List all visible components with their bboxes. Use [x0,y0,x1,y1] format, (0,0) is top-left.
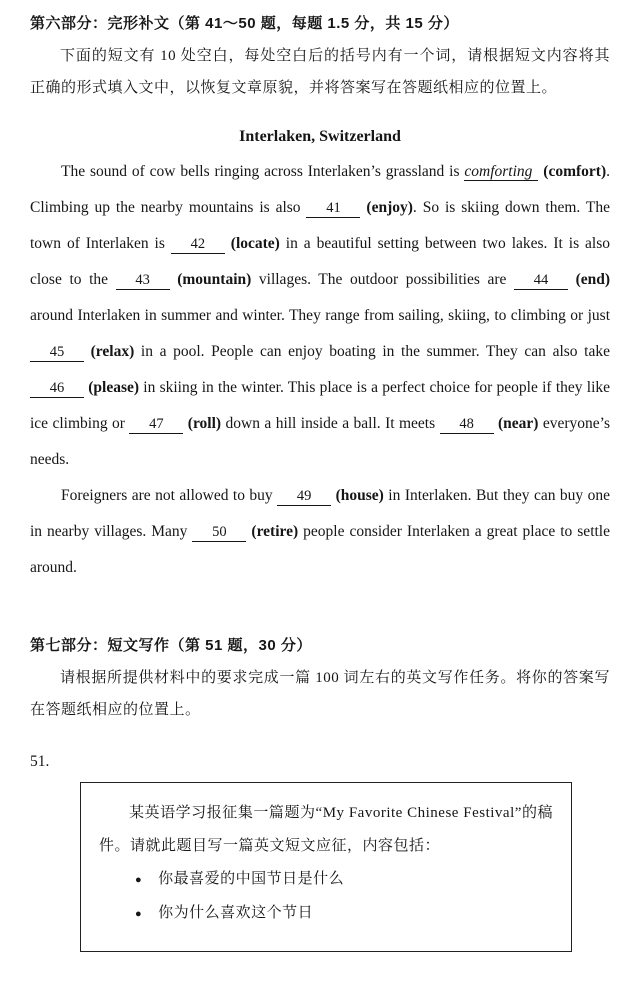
passage-text: in Interlaken. But they can buy one in nearby villages. Many [30,487,611,540]
passage-paragraph [30,154,610,478]
part6-instructions: 下面的短文有 10 处空白，每处空白后的括号内有一个词，请根据短文内容将其正确的形式填入文中，以恢复文章原貌，并将答案写在答题纸相应的位置上。 [30,48,610,96]
passage-text: villages. The outdoor possibilities are [251,271,514,288]
cloze-passage [30,154,610,586]
passage-text: around Interlaken in summer and winter. They range from sailing, skiing, to climbing or just [30,307,610,324]
word-hint: (enjoy) [366,199,413,216]
passage-text: in a beautiful setting between two lakes. It is also close to the [30,235,611,288]
word-hint: (comfort) [543,163,607,180]
writing-prompt-box [80,782,572,952]
item-51-label: 51. [30,753,50,770]
passage-title: Interlaken, Switzerland [239,128,401,145]
passage-text: everyone’s needs. [30,415,611,468]
prompt-intro: 某英语学习报征集一篇题为“My Favorite Chinese Festival”的稿件。请就此题目写一篇英文短文应征，内容包括： [99,805,553,854]
blank-41: 41 [306,200,360,218]
bullet-item [99,863,553,897]
passage-text: in a pool. People can enjoy boating in the summer. They can also take [134,343,610,360]
blank-48: 48 [440,416,494,434]
passage-text [568,271,576,288]
word-hint: (near) [498,415,539,432]
blank-43: 43 [116,272,170,290]
word-hint: (retire) [251,523,299,540]
word-hint: (locate) [230,235,280,252]
passage-text: Foreigners are not allowed to buy [61,487,278,504]
bullet-item [99,897,553,931]
passage-text: in skiing in the winter. This place is a perfect choice for people if they like ice climbing or [30,379,611,432]
part7-heading: 第七部分：短文写作（第 51 题，30 分） [30,637,312,654]
word-hint: (please) [88,379,140,396]
blank-45: 45 [30,344,84,362]
passage-paragraph [30,478,610,586]
bullet-icon: ● [135,908,143,920]
passage-text: . So is skiing down them. The town of Interlaken is [30,199,611,252]
word-hint: (relax) [90,343,135,360]
passage-text: down a hill inside a ball. It meets [221,415,440,432]
blank-49: 49 [277,488,331,506]
passage-text [84,343,91,360]
bullet-icon: ● [135,874,143,886]
part6-heading: 第六部分：完形补文（第 41～50 题，每题 1.5 分，共 15 分） [30,15,459,32]
blank-50: 50 [192,524,246,542]
bullet-text: 你为什么喜欢这个节日 [158,905,314,921]
blank-47: 47 [129,416,183,434]
answered-example: comforting [464,163,538,181]
word-hint: (house) [335,487,384,504]
blank-44: 44 [514,272,568,290]
word-hint: (roll) [187,415,222,432]
bullet-text: 你最喜爱的中国节日是什么 [158,871,345,887]
passage-text: people consider Interlaken a great place to settle around. [30,523,610,576]
word-hint: (mountain) [177,271,252,288]
blank-42: 42 [171,236,225,254]
blank-46: 46 [30,380,84,398]
word-hint: (end) [575,271,611,288]
passage-text: . Climbing up the nearby mountains is also [30,163,610,216]
passage-text: The sound of cow bells ringing across Interlaken’s grassland is [61,163,465,180]
part7-instructions: 请根据所提供材料中的要求完成一篇 100 词左右的英文写作任务。将你的答案写在答题纸相应的位置上。 [30,670,610,718]
